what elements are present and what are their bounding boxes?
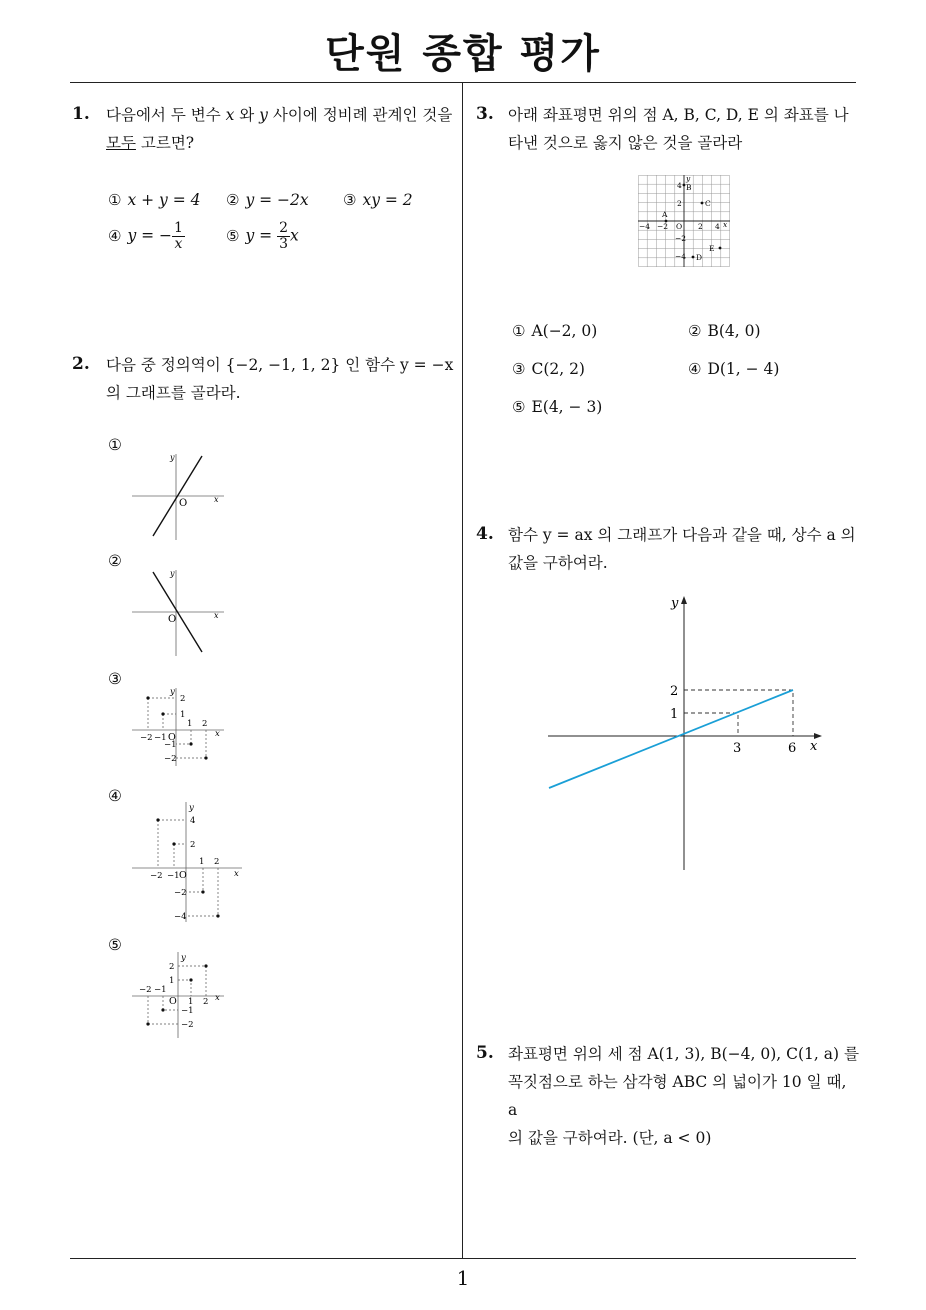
question-3-text: 아래 좌표평면 위의 점 A, B, C, D, E 의 좌표를 나 타낸 것으로 옳지 않은 것을 골라라 bbox=[508, 106, 849, 152]
svg-text:C: C bbox=[705, 199, 711, 208]
x-tick: 6 bbox=[788, 741, 797, 756]
svg-text:−2: −2 bbox=[164, 754, 177, 764]
svg-text:2: 2 bbox=[202, 719, 208, 729]
svg-text:2: 2 bbox=[190, 840, 196, 850]
y-axis-label: y bbox=[671, 596, 679, 611]
svg-text:1: 1 bbox=[180, 710, 186, 720]
column-divider bbox=[462, 83, 463, 1258]
q4-function-line bbox=[549, 690, 793, 788]
svg-text:A: A bbox=[662, 210, 668, 219]
q3-option-3[interactable]: ③ C(2, 2) bbox=[512, 360, 585, 378]
svg-text:y: y bbox=[170, 687, 175, 697]
svg-text:−4: −4 bbox=[174, 912, 187, 922]
svg-text:O: O bbox=[169, 996, 177, 1007]
svg-text:−1: −1 bbox=[154, 733, 167, 743]
svg-text:y: y bbox=[170, 453, 175, 462]
origin-label: O bbox=[179, 498, 188, 509]
question-3-number: 3. bbox=[476, 104, 494, 124]
underlined-word: 모두 bbox=[106, 134, 136, 152]
svg-text:x: x bbox=[215, 993, 220, 1003]
question-4-number: 4. bbox=[476, 524, 494, 544]
svg-text:−2: −2 bbox=[140, 733, 153, 743]
q1-option-5[interactable]: ⑤ y = $\frac{2}{3}$ x bbox=[226, 220, 299, 252]
svg-text:O: O bbox=[168, 614, 177, 625]
svg-text:D: D bbox=[696, 253, 703, 262]
q1-option-2[interactable]: ② y = −2x bbox=[226, 191, 309, 209]
svg-text:−4: −4 bbox=[675, 252, 687, 261]
x-tick: 3 bbox=[733, 741, 742, 756]
svg-text:−1: −1 bbox=[181, 1006, 194, 1016]
q1-option-3[interactable]: ③ xy = 2 bbox=[343, 191, 413, 209]
question-5-number: 5. bbox=[476, 1043, 494, 1063]
q3-coordinate-grid bbox=[638, 175, 730, 267]
svg-text:−2: −2 bbox=[675, 234, 687, 243]
q2-graph-5 bbox=[128, 950, 228, 1040]
q3-option-4[interactable]: ④ D(1, − 4) bbox=[688, 360, 780, 378]
svg-text:O: O bbox=[179, 870, 187, 881]
svg-text:2: 2 bbox=[698, 222, 703, 231]
q2-option-5[interactable]: ⑤ bbox=[108, 936, 122, 954]
q1-option-4[interactable]: ④ y = − $\frac{1}{x}$ bbox=[108, 220, 183, 252]
q4-graph bbox=[540, 590, 830, 875]
svg-text:x: x bbox=[723, 220, 728, 229]
top-divider bbox=[70, 82, 856, 83]
svg-text:y: y bbox=[686, 175, 691, 183]
svg-text:−2: −2 bbox=[657, 222, 669, 231]
svg-text:2: 2 bbox=[677, 199, 682, 208]
q2-option-2[interactable]: ② bbox=[108, 552, 122, 570]
q2-graph-4 bbox=[128, 800, 246, 924]
q1-option-1[interactable]: ① x + y = 4 bbox=[108, 191, 201, 209]
svg-text:−2: −2 bbox=[150, 871, 163, 881]
q2-option-3[interactable]: ③ bbox=[108, 670, 122, 688]
svg-text:B: B bbox=[686, 183, 692, 192]
q2-graph-3 bbox=[128, 686, 228, 768]
question-2-text: 다음 중 정의역이 {−2, −1, 1, 2} 인 함수 y = −x 의 그래프를 골라라. bbox=[106, 356, 454, 402]
svg-text:4: 4 bbox=[715, 222, 720, 231]
q3-option-1[interactable]: ① A(−2, 0) bbox=[512, 322, 598, 340]
svg-text:1: 1 bbox=[187, 719, 193, 729]
svg-text:E: E bbox=[709, 244, 715, 253]
svg-text:2: 2 bbox=[203, 997, 209, 1007]
svg-text:x: x bbox=[214, 495, 219, 504]
page-title: 단원 종합 평가 bbox=[325, 31, 601, 77]
y-tick: 2 bbox=[670, 684, 679, 699]
question-5-text: 좌표평면 위의 세 점 A(1, 3), B(−4, 0), C(1, a) 를 꼭짓점으로 하는 삼각형 ABC 의 넓이가 10 일 때, a 의 값을 구하여라. (단, a < 0) bbox=[508, 1045, 859, 1147]
svg-text:x: x bbox=[215, 729, 220, 739]
svg-text:−4: −4 bbox=[639, 222, 651, 231]
q2-graph-2 bbox=[128, 566, 228, 658]
svg-text:−2: −2 bbox=[174, 888, 187, 898]
svg-text:−1: −1 bbox=[154, 985, 167, 995]
svg-text:2: 2 bbox=[180, 694, 186, 704]
svg-text:1: 1 bbox=[169, 976, 175, 986]
svg-text:O: O bbox=[168, 732, 176, 743]
svg-text:2: 2 bbox=[214, 857, 220, 867]
svg-text:−1: −1 bbox=[164, 740, 177, 750]
y-tick: 1 bbox=[670, 707, 679, 722]
question-1-text: 다음에서 두 변수 x 와 y 사이에 정비례 관계인 것을 모두 고르면? bbox=[106, 106, 453, 152]
q3-option-2[interactable]: ② B(4, 0) bbox=[688, 322, 761, 340]
question-2-number: 2. bbox=[72, 354, 90, 374]
svg-text:x: x bbox=[234, 869, 239, 879]
svg-text:−1: −1 bbox=[167, 871, 180, 881]
svg-text:−2: −2 bbox=[181, 1020, 194, 1030]
svg-text:O: O bbox=[676, 222, 683, 231]
svg-text:4: 4 bbox=[190, 816, 196, 826]
svg-text:1: 1 bbox=[199, 857, 205, 867]
svg-text:4: 4 bbox=[677, 181, 682, 190]
q2-option-4[interactable]: ④ bbox=[108, 787, 122, 805]
q2-option-1[interactable]: ① bbox=[108, 436, 122, 454]
bottom-divider bbox=[70, 1258, 856, 1259]
svg-text:y: y bbox=[170, 569, 175, 578]
svg-text:1: 1 bbox=[188, 997, 194, 1007]
page-number: 1 bbox=[456, 1266, 470, 1290]
svg-text:2: 2 bbox=[169, 962, 175, 972]
q2-graph-1 bbox=[128, 450, 228, 542]
svg-text:y: y bbox=[189, 803, 194, 813]
question-1-number: 1. bbox=[72, 104, 90, 124]
svg-text:x: x bbox=[214, 611, 219, 620]
q3-option-5[interactable]: ⑤ E(4, − 3) bbox=[512, 398, 603, 416]
svg-text:y: y bbox=[181, 953, 186, 963]
x-axis-label: x bbox=[810, 739, 818, 754]
question-4-text: 함수 y = ax 의 그래프가 다음과 같을 때, 상수 a 의 값을 구하여라. bbox=[508, 526, 856, 572]
svg-text:−2: −2 bbox=[139, 985, 152, 995]
